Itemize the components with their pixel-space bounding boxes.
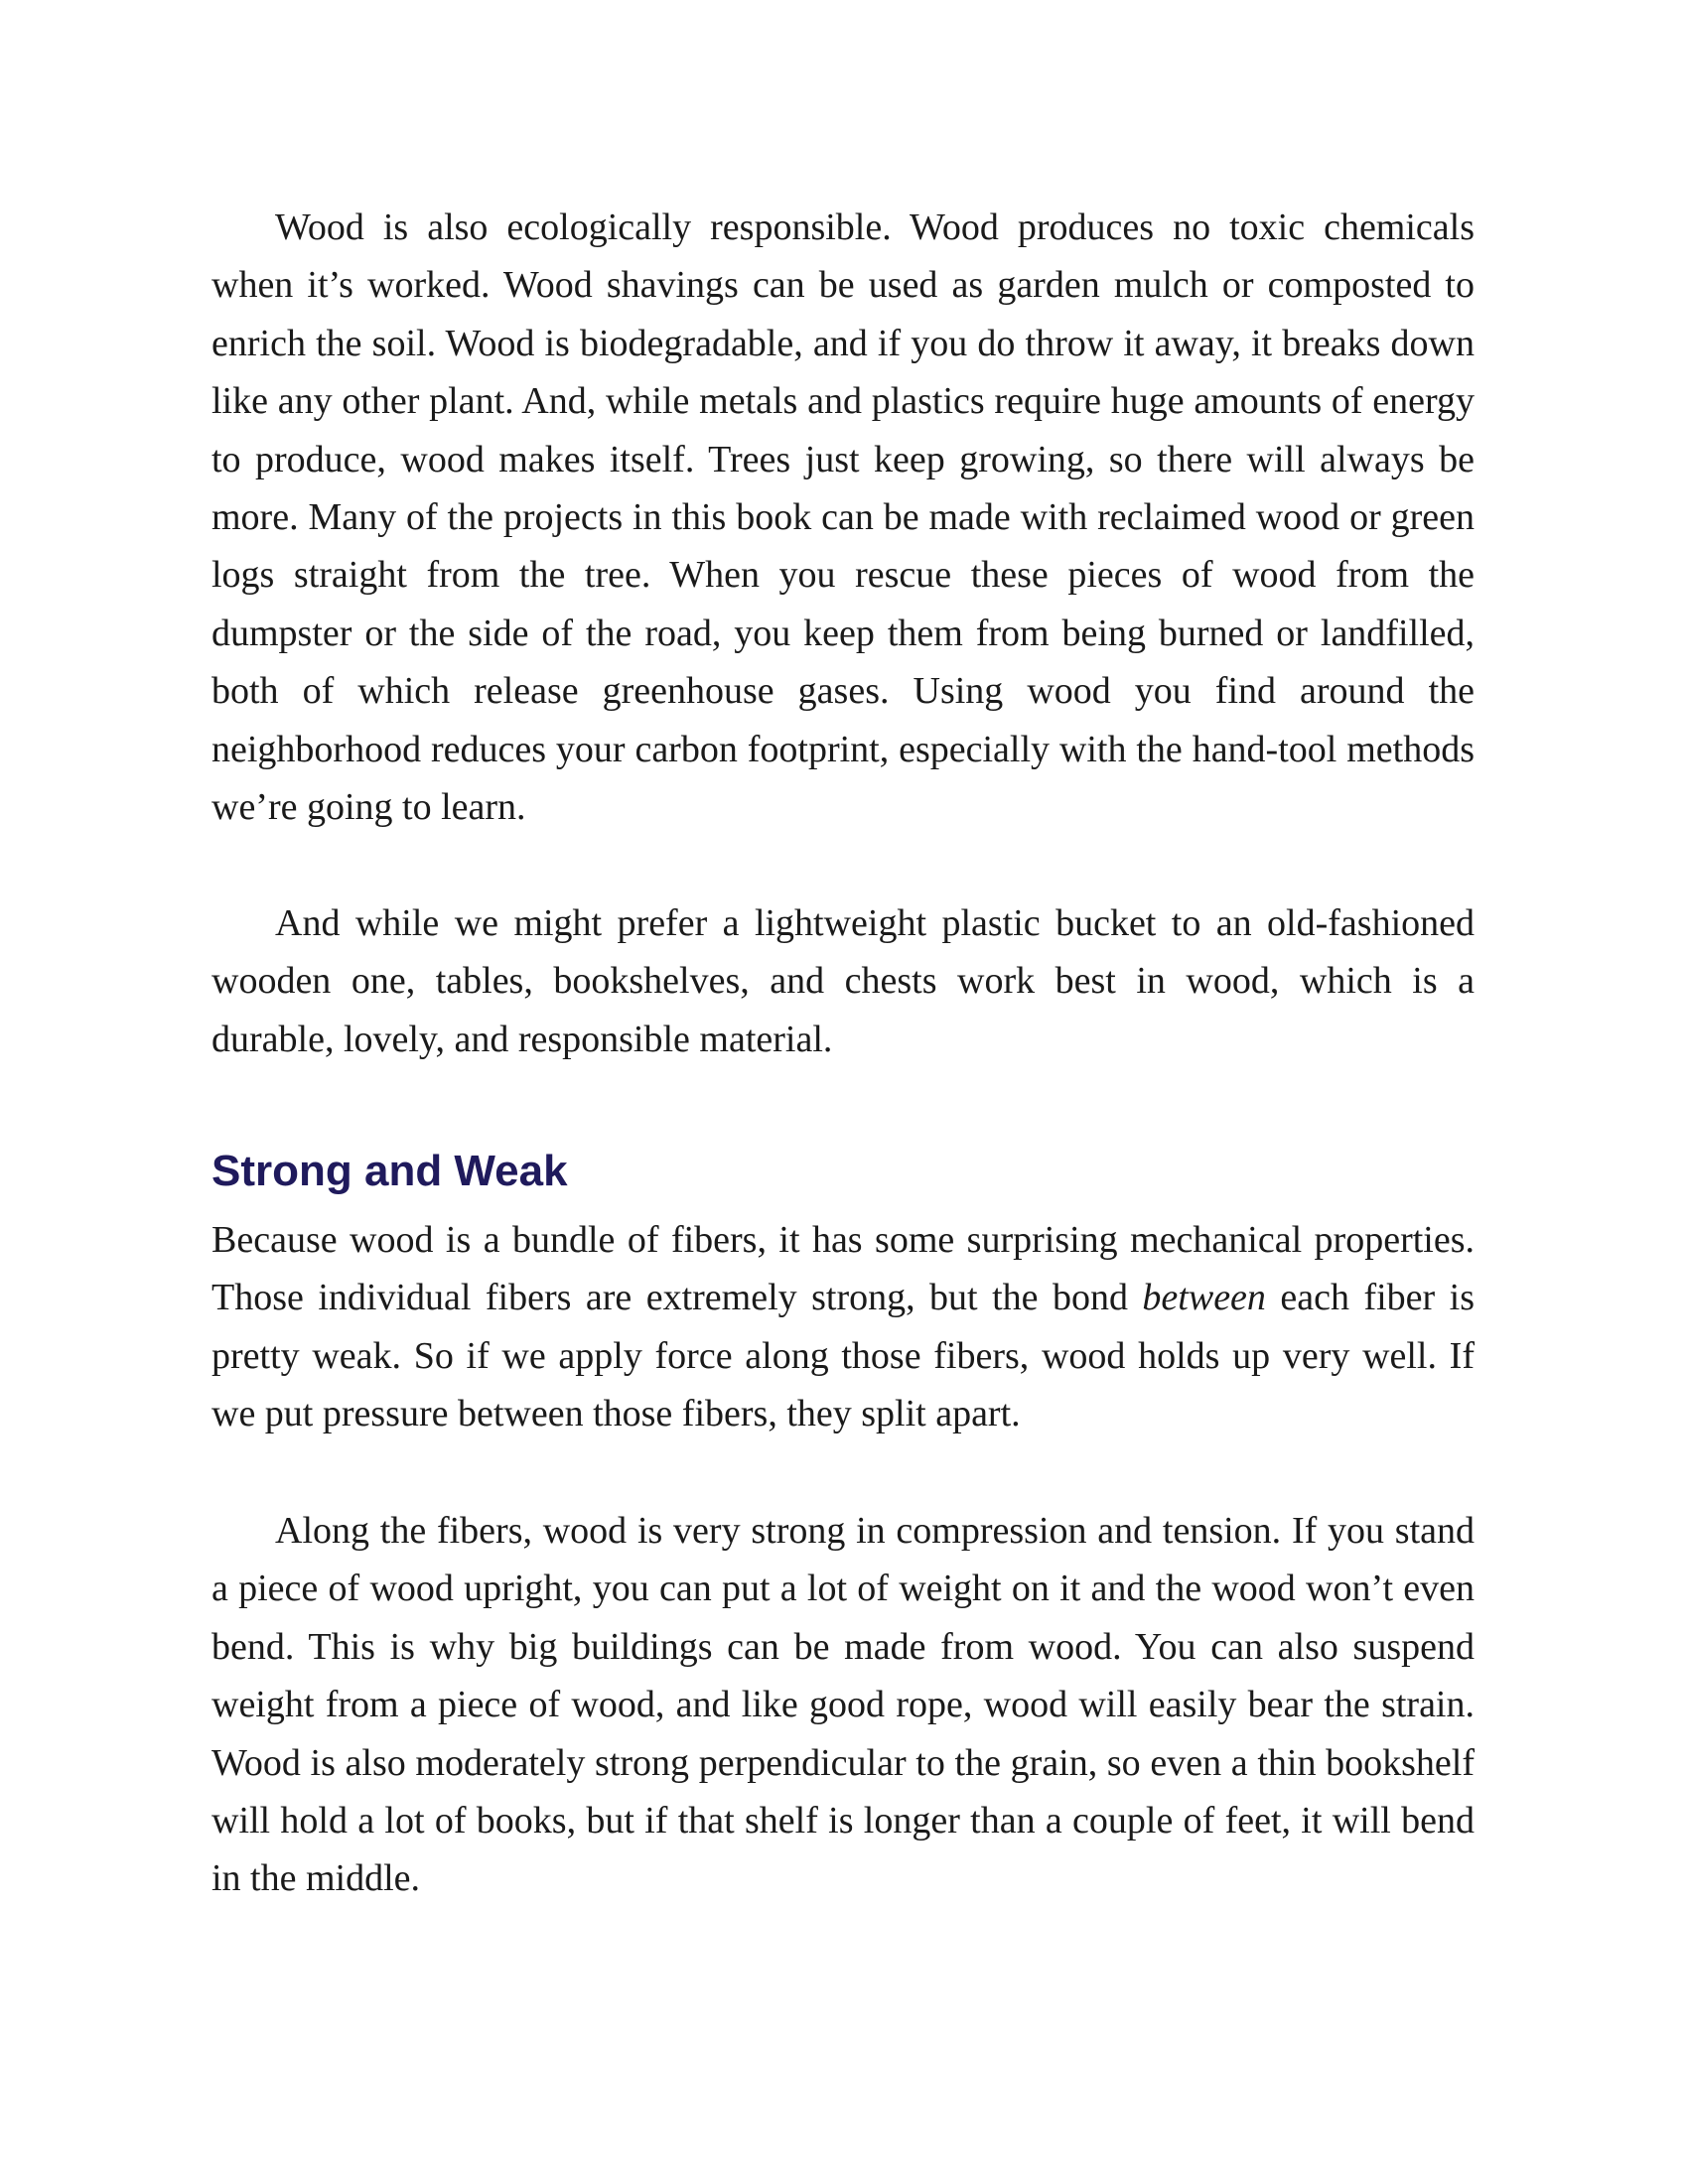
fibers-text-start: Because wood is a bundle of fibers, it has some surprising mechanical properties. Those individual fibers are extremely strong, but the bond: [211, 1219, 1475, 1319]
body-paragraph-durable-material: And while we might prefer a lightweight plastic bucket to an old-fashioned wooden one, tables, bookshelves, and chests work best in wood, which is a durable, lovely, and responsible material.: [211, 902, 1475, 1060]
body-paragraph-strength: Along the fibers, wood is very strong in compression and tension. If you stand a piece of wood upright, you can put a lot of weight on it and the wood won’t even bend. This is why big buildings can be made from wood. You can also suspend weight from a piece of wood, and like good rope, wood will easily bear the strain. Wood is also moderately strong perpendicular to the grain, so even a thin bookshelf will hold a lot of books, but if that shelf is longer than a couple of feet, it will bend in the middle.: [211, 1510, 1475, 1900]
emphasis-between: between: [1142, 1277, 1266, 1319]
section-heading: Strong and Weak: [211, 1147, 568, 1195]
body-paragraph-fibers: [211, 1211, 1475, 1443]
body-paragraph-ecology: Wood is also ecologically responsible. Wood produces no toxic chemicals when it’s worked. Wood shavings can be used as garden mulch or composted to enrich the soil. Wood is biodegradable, and if you do throw it away, it breaks down like any other plant. And, while metals and plastics require huge amounts of energy to produce, wood makes itself. Trees just keep growing, so there will always be more. Many of the projects in this book can be made with reclaimed wood or green logs straight from the tree. When you rescue these pieces of wood from the dumpster or the side of the road, you keep them from being burned or landfilled, both of which release greenhouse gases. Using wood you find around the neighborhood reduces your carbon footprint, especially with the hand-tool methods we’re going to learn.: [211, 206, 1475, 829]
fibers-text-end: each fiber is pretty weak. So if we apply force along those fibers, wood holds up very well. If we put pressure between those fibers, they split apart.: [211, 1277, 1475, 1435]
